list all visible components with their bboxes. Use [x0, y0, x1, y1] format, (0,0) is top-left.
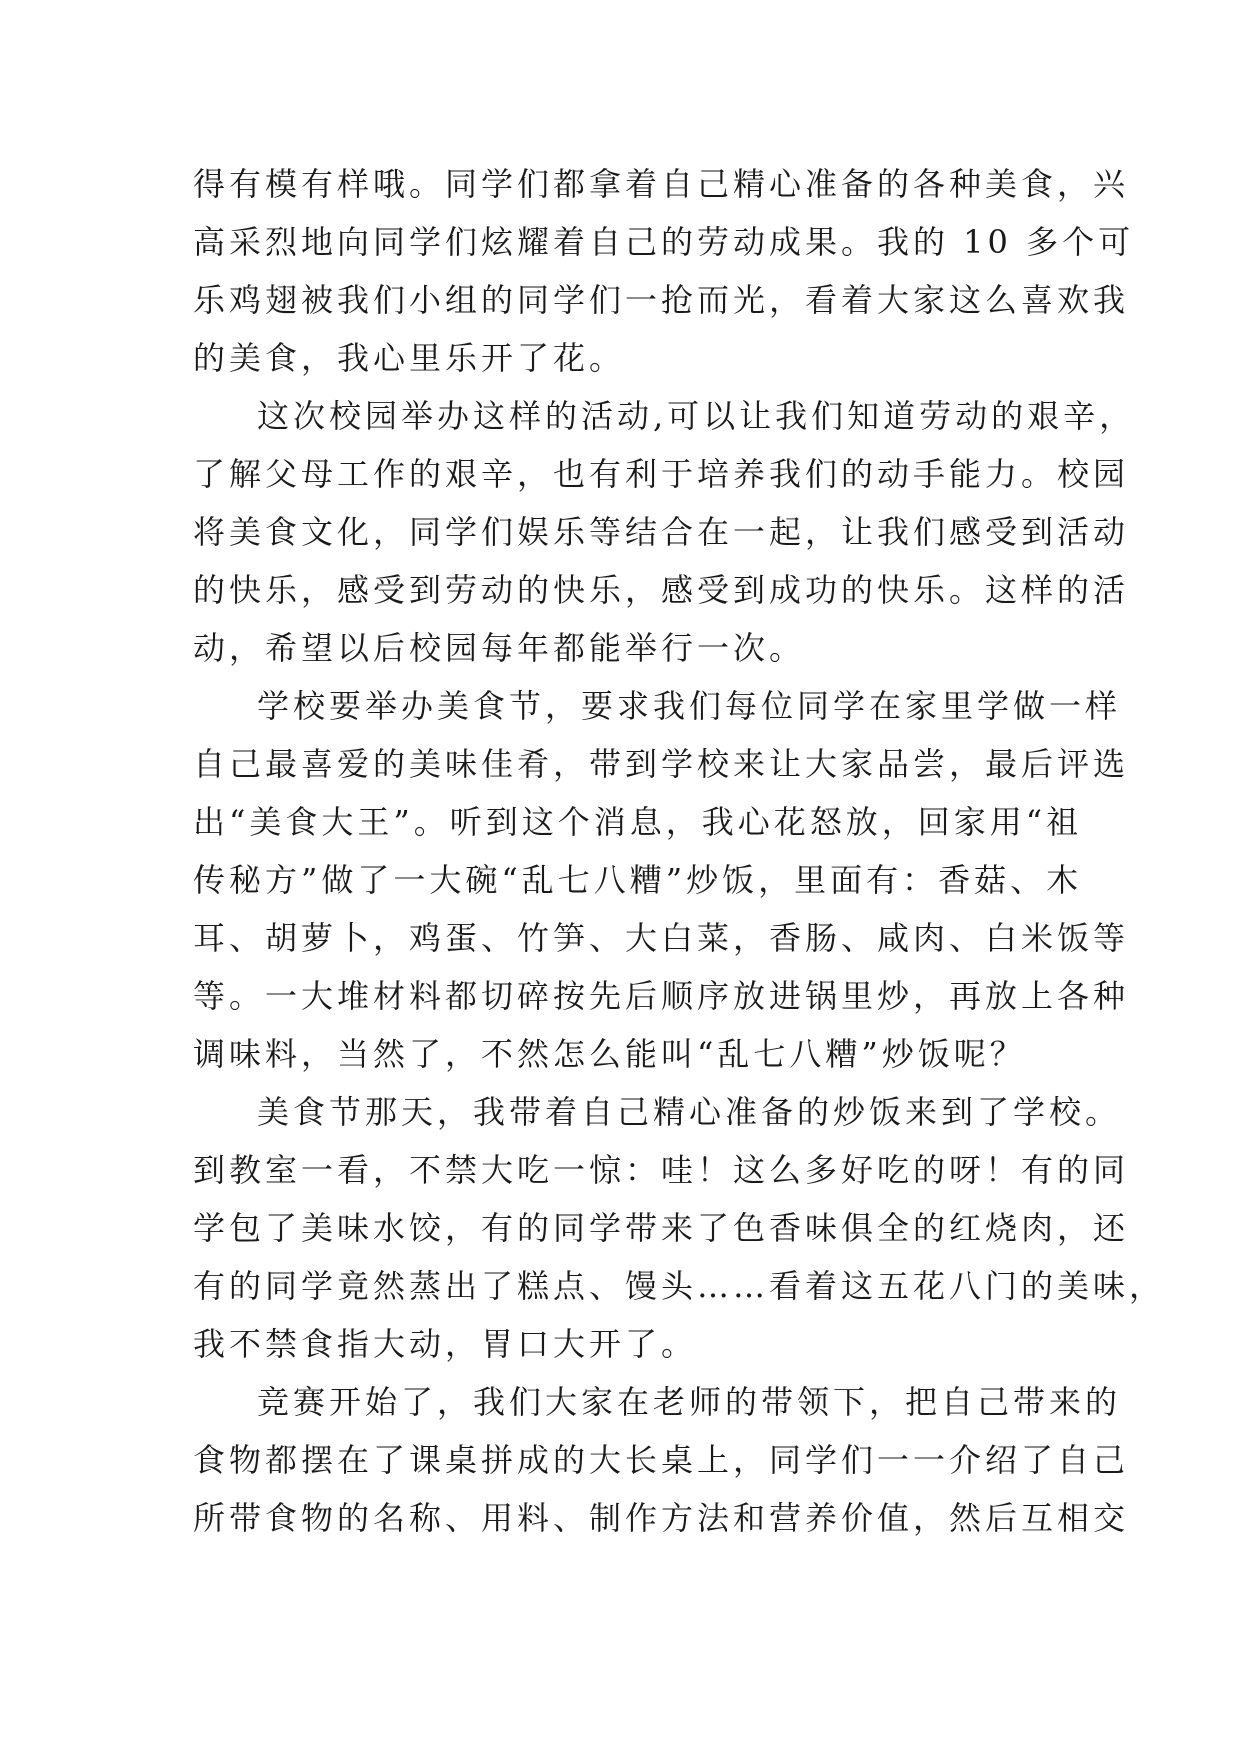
text-line: 所带食物的名称、用料、制作方法和营养价值，然后互相交: [193, 1499, 1130, 1537]
text-line: 这次校园举办这样的活动,可以让我们知道劳动的艰辛，: [257, 397, 1136, 435]
text-line: 的美食，我心里乐开了花。: [193, 339, 626, 377]
text-line: 的快乐，感受到劳动的快乐，感受到成功的快乐。这样的活: [193, 571, 1130, 609]
text-line: 学校要举办美食节，要求我们每位同学在家里学做一样: [257, 687, 1122, 725]
text-line: 我不禁食指大动，胃口大开了。: [193, 1325, 698, 1363]
text-line: 到教室一看，不禁大吃一惊：哇！这么多好吃的呀！有的同: [193, 1151, 1130, 1189]
text-line: 传秘方”做了一大碗“乱七八糟”炒饭，里面有：香菇、木: [193, 861, 1083, 899]
text-line: 美食节那天，我带着自己精心准备的炒饭来到了学校。: [257, 1093, 1122, 1131]
document-body: [193, 155, 1166, 1547]
text-line: 有的同学竟然蒸出了糕点、馒头……看着这五花八门的美味，: [193, 1267, 1166, 1305]
text-line: 将美食文化，同学们娱乐等结合在一起，让我们感受到活动: [193, 513, 1130, 551]
text-line: 食物都摆在了课桌拼成的大长桌上，同学们一一介绍了自己: [193, 1441, 1130, 1479]
text-line: 学包了美味水饺，有的同学带来了色香味俱全的红烧肉，还: [193, 1209, 1130, 1247]
text-line: 耳、胡萝卜，鸡蛋、竹笋、大白菜，香肠、咸肉、白米饭等: [193, 919, 1130, 957]
text-line: 乐鸡翅被我们小组的同学们一抢而光，看着大家这么喜欢我: [193, 281, 1130, 319]
text-line: 动，希望以后校园每年都能举行一次。: [193, 629, 806, 667]
text-line: 等。一大堆材料都切碎按先后顺序放进锅里炒，再放上各种: [193, 977, 1130, 1015]
text-line: 调味料，当然了，不然怎么能叫“乱七八糟”炒饭呢？: [193, 1035, 1026, 1073]
text-line: 自己最喜爱的美味佳肴，带到学校来让大家品尝，最后评选: [193, 745, 1130, 783]
text-line: 高采烈地向同学们炫耀着自己的劳动成果。我的 10 多个可: [193, 223, 1135, 261]
text-line: 竞赛开始了，我们大家在老师的带领下，把自己带来的: [257, 1383, 1122, 1421]
text-line: 了解父母工作的艰辛，也有利于培养我们的动手能力。校园: [193, 455, 1130, 493]
text-line: 出“美食大王”。听到这个消息，我心花怒放，回家用“祖: [193, 803, 1083, 841]
text-line: 得有模有样哦。同学们都拿着自己精心准备的各种美食，兴: [193, 165, 1130, 203]
